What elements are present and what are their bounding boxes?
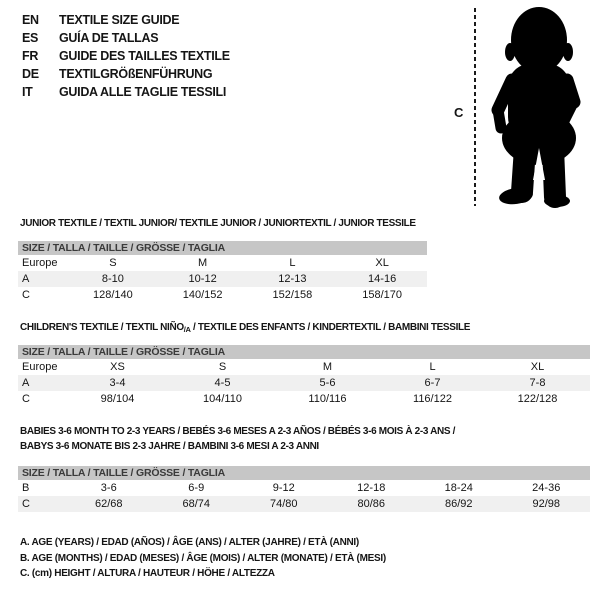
height-cell: 128/140 (92, 289, 133, 301)
babies-title-line2: BABYS 3-6 MONATE BIS 2-3 JAHRE / BAMBINI 3-6 MESI A 2-3 ANNI (20, 441, 319, 452)
children-title-subscript: /A (183, 325, 191, 334)
language-code: EN (22, 13, 39, 27)
row-label: B (22, 482, 30, 494)
age-cell: 3-6 (100, 482, 117, 494)
table-row-age (18, 271, 427, 287)
footnote-c: C. (cm) HEIGHT / ALTURA / HAUTEUR / HÖHE / ALTEZZA (20, 568, 275, 579)
babies-size-table (18, 466, 590, 512)
language-label: TEXTILE SIZE GUIDE (59, 13, 180, 27)
height-cell: 152/158 (272, 289, 313, 301)
language-label: TEXTILGRÖßENFÜHRUNG (59, 67, 213, 81)
age-cell: 12-13 (278, 273, 307, 285)
children-size-table (18, 345, 590, 407)
age-cell: 12-18 (357, 482, 386, 494)
age-cell: 24-36 (532, 482, 561, 494)
height-cell: 122/128 (517, 393, 558, 405)
babies-title-line1: BABIES 3-6 MONTH TO 2-3 YEARS / BEBÉS 3-6 MESES A 2-3 AÑOS / BÉBÉS 3-6 MOIS À 2-3 ANS / (20, 426, 456, 437)
language-code: IT (22, 85, 33, 99)
language-label: GUIDA ALLE TAGLIE TESSILI (59, 85, 227, 99)
age-cell: 4-5 (214, 377, 231, 389)
age-cell: 5-6 (319, 377, 336, 389)
language-row-de (22, 65, 230, 83)
row-label: Europe (22, 361, 58, 373)
age-cell: 18-24 (444, 482, 473, 494)
language-row-es (22, 29, 230, 47)
babies-section-title (20, 424, 455, 454)
height-cell: 62/68 (94, 498, 123, 510)
table-row-age (18, 375, 590, 391)
height-cell: 68/74 (182, 498, 211, 510)
size-cell: S (109, 257, 117, 269)
children-section-title (20, 320, 470, 337)
language-title-list (22, 11, 230, 101)
height-cell: 92/98 (532, 498, 561, 510)
height-cell: 158/170 (362, 289, 402, 301)
height-cell: 86/92 (444, 498, 473, 510)
age-cell: 10-12 (188, 273, 217, 285)
size-cell: L (289, 257, 296, 269)
language-code: FR (22, 49, 39, 63)
language-code: ES (22, 31, 39, 45)
row-label: A (22, 273, 30, 285)
toddler-silhouette-image (480, 0, 600, 208)
size-header-bar: SIZE / TALLA / TAILLE / GRÖSSE / TAGLIA (18, 466, 590, 480)
age-cell: 6-9 (188, 482, 205, 494)
height-cell: 104/110 (203, 393, 242, 405)
footnote-a: A. AGE (YEARS) / EDAD (AÑOS) / ÂGE (ANS) / ALTER (JAHRE) / ETÀ (ANNI) (20, 537, 359, 548)
height-cell: 80/86 (357, 498, 386, 510)
table-row-age-months (18, 480, 590, 496)
size-cell: XS (110, 361, 125, 373)
row-label: C (22, 393, 30, 405)
size-cell: M (198, 257, 208, 269)
size-header-bar: SIZE / TALLA / TAILLE / GRÖSSE / TAGLIA (18, 345, 590, 359)
language-row-fr (22, 47, 230, 65)
size-header-bar: SIZE / TALLA / TAILLE / GRÖSSE / TAGLIA (18, 241, 427, 255)
height-cell: 140/152 (182, 289, 223, 301)
age-cell: 9-12 (272, 482, 295, 494)
language-label: GUIDE DES TAILLES TEXTILE (59, 49, 230, 63)
age-cell: 14-16 (368, 273, 397, 285)
size-cell: L (429, 361, 436, 373)
table-row-europe (18, 359, 590, 375)
size-cell: XL (375, 257, 389, 269)
junior-section-title: JUNIOR TEXTILE / TEXTIL JUNIOR/ TEXTILE JUNIOR / JUNIORTEXTIL / JUNIOR TESSILE (20, 218, 416, 229)
age-cell: 6-7 (424, 377, 441, 389)
age-cell: 3-4 (109, 377, 126, 389)
size-cell: XL (530, 361, 545, 373)
row-label: C (22, 498, 30, 510)
height-measure-dashed-line (474, 8, 476, 206)
children-title-part1: CHILDREN'S TEXTILE / TEXTIL NIÑO (20, 322, 184, 333)
height-cell: 98/104 (100, 393, 135, 405)
language-label: GUÍA DE TALLAS (59, 31, 159, 45)
children-title-part2: / TEXTILE DES ENFANTS / KINDERTEXTIL / BAMBINI TESSILE (190, 322, 471, 333)
table-row-europe (18, 255, 427, 271)
table-row-height (18, 391, 590, 407)
table-row-height (18, 496, 590, 512)
size-cell: S (218, 361, 227, 373)
row-label: Europe (22, 257, 58, 269)
height-cell: 74/80 (269, 498, 298, 510)
row-label: C (22, 289, 30, 301)
age-cell: 8-10 (101, 273, 124, 285)
language-row-it (22, 83, 230, 101)
language-row-en (22, 11, 230, 29)
height-cell: 116/122 (413, 393, 452, 405)
height-measure-label-c: C (454, 105, 464, 120)
age-cell: 7-8 (529, 377, 546, 389)
size-cell: M (322, 361, 333, 373)
row-label: A (22, 377, 30, 389)
footnote-b: B. AGE (MONTHS) / EDAD (MESES) / ÂGE (MOIS) / ALTER (MONATE) / ETÀ (MESI) (20, 552, 386, 564)
language-code: DE (22, 67, 39, 81)
legend-footnotes (20, 535, 386, 582)
junior-size-table (18, 241, 427, 303)
table-row-height (18, 287, 427, 303)
height-cell: 110/116 (308, 393, 347, 405)
